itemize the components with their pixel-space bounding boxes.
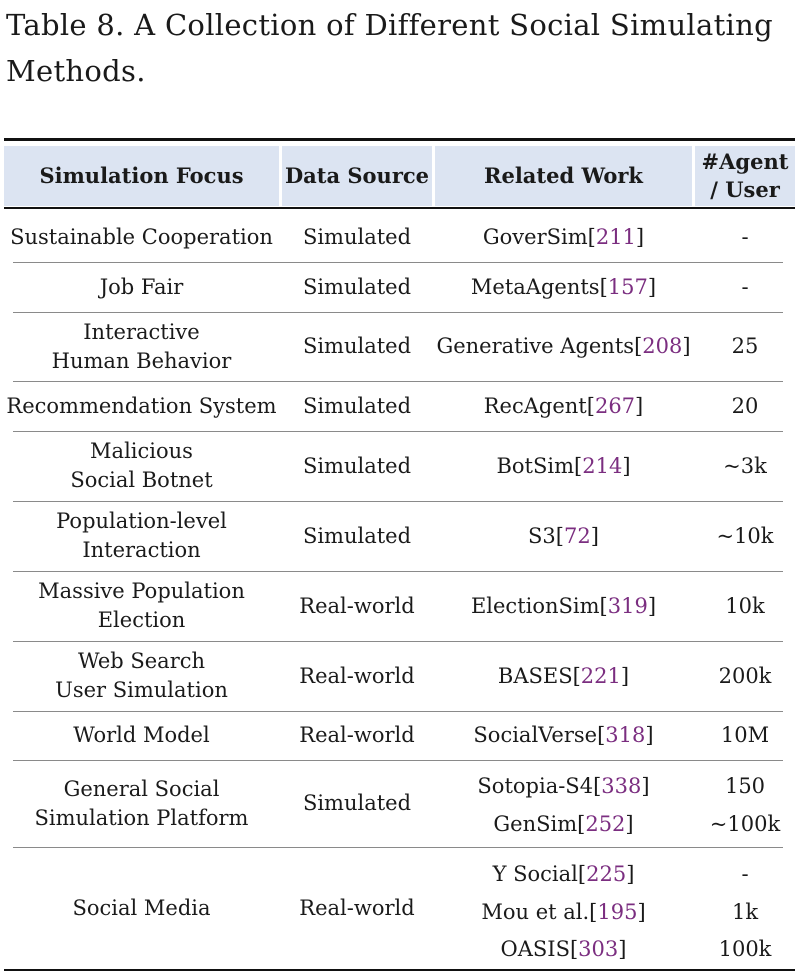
simulation-focus-cell — [4, 711, 279, 760]
citation-link[interactable]: 338 — [601, 773, 642, 798]
simulation-focus-cell — [4, 431, 279, 501]
data-source-cell: Real-world — [299, 663, 415, 688]
simulation-focus-text: Interaction — [82, 538, 201, 562]
agent-count-cell: 10k — [725, 593, 765, 618]
related-work-name: Generative Agents — [436, 334, 635, 358]
citation-bracket-close: ] — [625, 811, 634, 836]
related-work-name: Y Social — [492, 861, 578, 886]
simulation-focus-text: Simulation Platform — [34, 805, 249, 830]
simulation-focus-text: Web Search — [77, 649, 206, 673]
citation-bracket-open: [ — [555, 523, 564, 548]
simulation-focus-text: Election — [97, 608, 186, 632]
citation-link[interactable]: 319 — [607, 593, 648, 618]
agent-count-cell: ~3k — [723, 453, 767, 478]
citation-bracket-open: [ — [569, 936, 579, 961]
citation-bracket-open: [ — [574, 453, 583, 478]
citation-link[interactable]: 214 — [582, 453, 623, 478]
simulation-focus-text: Recommendation System — [6, 393, 277, 418]
citation-bracket-close: ] — [626, 861, 635, 886]
header-agent-user — [695, 146, 795, 206]
agent-count-cell: 1k — [731, 899, 759, 924]
data-source-cell: Simulated — [302, 523, 412, 548]
simulation-focus-cell — [4, 847, 279, 969]
simulation-focus-cell — [4, 312, 279, 381]
data-source-cell: Simulated — [302, 274, 412, 299]
data-source-cell: Simulated — [302, 224, 412, 249]
simulation-focus-cell — [4, 760, 279, 847]
citation-link[interactable]: 267 — [594, 393, 636, 418]
table-caption: Table 8. A Collection of Different Social Simulating Methods. — [6, 8, 773, 88]
related-work-cell — [435, 854, 692, 894]
related-work-cell — [435, 930, 692, 968]
citation-link[interactable]: 252 — [585, 811, 626, 836]
citation-bracket-open: [ — [599, 274, 608, 299]
header-bottom-rule — [4, 207, 795, 209]
citation-link[interactable]: 157 — [607, 274, 648, 299]
agent-count-cell: 100k — [718, 936, 772, 961]
related-work-name: MetaAgents — [470, 274, 600, 299]
citation-bracket-open: [ — [586, 393, 595, 418]
citation-bracket-open: [ — [599, 593, 608, 618]
simulation-focus-text: World Model — [73, 723, 210, 747]
simulation-focus-text: Interactive — [83, 319, 200, 344]
simulation-focus-cell — [4, 262, 279, 312]
citation-bracket-close: ] — [647, 274, 657, 299]
related-work-cell — [435, 711, 692, 760]
simulation-focus-text: Sustainable Cooperation — [10, 224, 273, 249]
citation-link[interactable]: 318 — [605, 723, 646, 747]
header-related-work: Related Work — [484, 163, 643, 188]
related-work-cell — [435, 641, 692, 711]
header-simulation-focus: Simulation Focus — [39, 163, 244, 188]
agent-count-cell: - — [741, 274, 749, 299]
table-top-rule — [4, 138, 795, 141]
citation-link[interactable]: 208 — [642, 334, 683, 358]
citation-bracket-close: ] — [618, 936, 627, 961]
related-work-cell — [435, 501, 692, 571]
simulation-focus-text: Malicious — [90, 439, 193, 463]
data-source-cell: Real-world — [299, 895, 415, 920]
citation-bracket-open: [ — [577, 861, 587, 886]
related-work-name: ElectionSim — [470, 593, 600, 618]
citation-bracket-close: ] — [645, 723, 654, 747]
simulation-focus-text: User Simulation — [55, 678, 228, 702]
simulation-focus-cell — [4, 501, 279, 571]
related-work-name: GenSim — [493, 811, 578, 836]
related-work-cell — [435, 766, 692, 806]
citation-bracket-close: ] — [647, 593, 657, 618]
related-work-cell — [435, 571, 692, 641]
related-work-name: RecAgent — [483, 393, 587, 418]
citation-bracket-open: [ — [597, 723, 606, 747]
citation-bracket-close: ] — [635, 224, 645, 249]
agent-count-cell: - — [741, 224, 749, 249]
citation-bracket-open: [ — [589, 899, 598, 924]
related-work-name: GoverSim — [482, 224, 588, 249]
simulation-focus-cell — [4, 641, 279, 711]
data-source-cell: Simulated — [302, 393, 412, 418]
header-data-source: Data Source — [284, 163, 430, 188]
simulation-focus-text: Human Behavior — [51, 348, 232, 373]
agent-count-cell: ~100k — [709, 811, 781, 836]
related-work-cell — [435, 892, 692, 932]
citation-bracket-open: [ — [593, 773, 602, 798]
simulation-focus-text: Social Media — [72, 895, 211, 920]
table-bottom-rule — [4, 969, 795, 971]
related-work-name: BASES — [497, 663, 573, 688]
related-work-name: S3 — [528, 523, 556, 548]
header-agent-line2: / User — [710, 177, 780, 202]
header-agent-line1: #Agent — [701, 149, 789, 174]
citation-link[interactable]: 221 — [580, 663, 621, 688]
simulation-focus-text: Social Botnet — [70, 468, 213, 492]
citation-bracket-close: ] — [682, 334, 691, 358]
simulation-focus-text: Job Fair — [99, 274, 184, 299]
citation-bracket-close: ] — [637, 899, 646, 924]
citation-bracket-close: ] — [635, 393, 644, 418]
citation-bracket-open: [ — [587, 224, 596, 249]
related-work-cell — [435, 212, 692, 262]
citation-bracket-open: [ — [572, 663, 581, 688]
related-work-name: Sotopia-S4 — [477, 773, 594, 798]
agent-count-cell: 25 — [731, 334, 759, 358]
agent-count-cell: - — [741, 861, 749, 886]
simulation-focus-cell — [4, 571, 279, 641]
simulation-focus-cell — [4, 212, 279, 262]
agent-count-cell: 200k — [718, 663, 772, 688]
citation-bracket-close: ] — [620, 663, 630, 688]
related-work-name: Mou et al. — [481, 899, 590, 924]
data-source-cell: Simulated — [302, 453, 412, 478]
data-source-cell: Simulated — [302, 791, 412, 815]
simulation-focus-cell — [4, 381, 279, 431]
citation-bracket-open: [ — [634, 334, 643, 358]
agent-count-cell: 150 — [724, 773, 766, 798]
citation-bracket-close: ] — [590, 523, 599, 548]
simulation-focus-text: Population-level — [56, 509, 227, 533]
citation-link[interactable]: 211 — [595, 224, 636, 249]
related-work-name: BotSim — [496, 453, 575, 478]
citation-link[interactable]: 225 — [586, 861, 627, 886]
related-work-cell — [435, 381, 692, 431]
agent-count-cell: 20 — [731, 393, 759, 418]
simulation-focus-text: General Social — [63, 776, 220, 801]
data-source-cell: Real-world — [299, 593, 415, 618]
citation-link[interactable]: 303 — [578, 936, 619, 961]
related-work-cell — [435, 312, 692, 381]
citation-link[interactable]: 195 — [597, 899, 638, 924]
data-source-cell: Real-world — [299, 723, 415, 747]
related-work-cell — [435, 431, 692, 501]
related-work-cell — [435, 804, 692, 844]
related-work-name: OASIS — [500, 936, 570, 961]
agent-count-cell: 10M — [720, 723, 770, 747]
related-work-cell — [435, 262, 692, 312]
related-work-name: SocialVerse — [473, 723, 598, 747]
agent-count-cell: ~10k — [716, 523, 774, 548]
citation-bracket-close: ] — [622, 453, 631, 478]
citation-bracket-close: ] — [641, 773, 650, 798]
simulation-focus-text: Massive Population — [38, 579, 245, 603]
data-source-cell: Simulated — [302, 334, 412, 358]
citation-bracket-open: [ — [577, 811, 586, 836]
citation-link[interactable]: 72 — [564, 523, 591, 548]
